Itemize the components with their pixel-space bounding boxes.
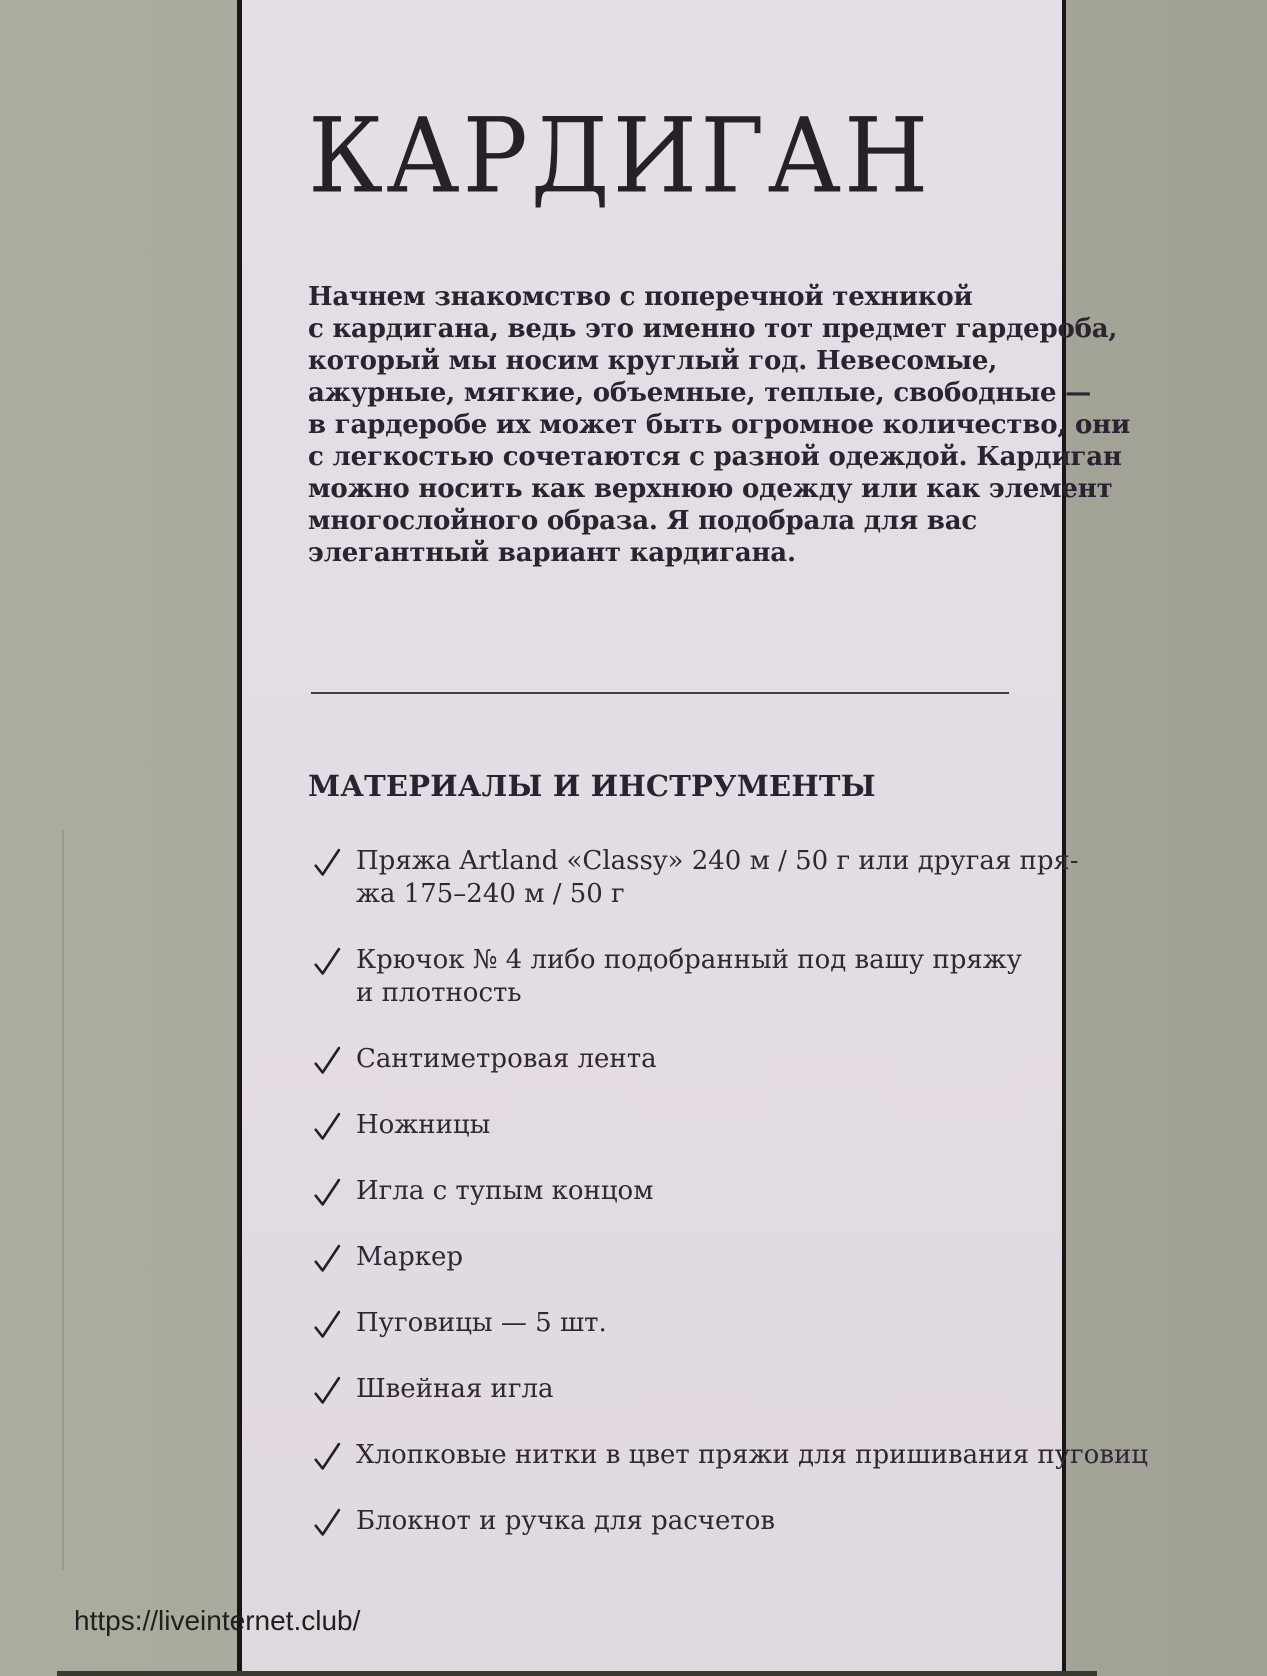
- check-icon: [312, 1043, 356, 1075]
- check-icon: [312, 1439, 356, 1471]
- checklist-item: [312, 1175, 1148, 1208]
- materials-section-heading: МАТЕРИАЛЫ И ИНСТРУМЕНТЫ: [308, 769, 876, 803]
- checklist-item-text: [356, 1043, 657, 1076]
- check-icon: [312, 1307, 356, 1339]
- checklist-item-text: [356, 1307, 607, 1340]
- checklist-item-text: [356, 1241, 463, 1274]
- checklist-item-line: Хлопковые нитки в цвет пряжи для пришивания пуговиц: [356, 1440, 1149, 1470]
- book-page: [237, 0, 1149, 1676]
- check-icon: [312, 1505, 356, 1537]
- checklist-item-text: [356, 1373, 554, 1406]
- checklist-item: [312, 1241, 1148, 1274]
- watermark-url: https://liveinternet.club/: [74, 1605, 361, 1636]
- checklist-item: [312, 1043, 1148, 1076]
- materials-list: [312, 845, 1148, 1538]
- checklist-item-line: Игла с тупым концом: [356, 1176, 654, 1206]
- intro-line: в гардеробе их может быть огромное количество, они: [308, 410, 1131, 440]
- checklist-item-line: жа 175–240 м / 50 г: [356, 879, 625, 909]
- checklist-item-line: Пуговицы — 5 шт.: [356, 1308, 607, 1338]
- checklist-item-line: Сантиметровая лента: [356, 1044, 657, 1074]
- intro-line: с легкостью сочетаются с разной одеждой. Кардиган: [308, 442, 1122, 472]
- check-icon: [312, 1175, 356, 1207]
- check-icon: [312, 1373, 356, 1405]
- checklist-item-line: и плотность: [356, 978, 522, 1008]
- checklist-item: [312, 845, 1148, 911]
- checklist-item-text: [356, 1109, 490, 1142]
- section-divider-line: [311, 692, 1009, 694]
- checklist-item-line: Швейная игла: [356, 1374, 554, 1404]
- check-icon: [312, 845, 356, 877]
- intro-line: Начнем знакомство с поперечной техникой: [308, 282, 973, 312]
- scan-crease-line: [62, 830, 64, 1570]
- checklist-item: [312, 1505, 1148, 1538]
- checklist-item: [312, 1109, 1148, 1142]
- check-icon: [312, 1241, 356, 1273]
- checklist-item: [312, 1307, 1148, 1340]
- checklist-item: [312, 1439, 1148, 1472]
- page-title: КАРДИГАН: [308, 96, 932, 216]
- checklist-item: [312, 1373, 1148, 1406]
- checklist-item: [312, 944, 1148, 1010]
- check-icon: [312, 944, 356, 976]
- checklist-item-line: Крючок № 4 либо подобранный под вашу пряжу: [356, 945, 1022, 975]
- checklist-item-text: [356, 845, 1079, 911]
- checklist-item-text: [356, 1175, 653, 1208]
- intro-line: который мы носим круглый год. Невесомые,: [308, 346, 998, 376]
- check-icon: [312, 1109, 356, 1141]
- intro-line: с кардигана, ведь это именно тот предмет гардероба,: [308, 314, 1118, 344]
- checklist-item-text: [356, 1505, 775, 1538]
- intro-line: элегантный вариант кардигана.: [308, 538, 796, 568]
- checklist-item-line: Маркер: [356, 1242, 464, 1272]
- intro-line: многослойного образа. Я подобрала для вас: [308, 506, 978, 536]
- intro-line: ажурные, мягкие, объемные, теплые, свободные —: [308, 378, 1092, 408]
- checklist-item-line: Блокнот и ручка для расчетов: [356, 1506, 776, 1536]
- page-bottom-edge: [57, 1671, 1097, 1676]
- checklist-item-line: Пряжа Artland «Classy» 240 м / 50 г или другая пря-: [356, 846, 1079, 876]
- checklist-item-text: [356, 944, 1022, 1010]
- intro-line: можно носить как верхнюю одежду или как элемент: [308, 474, 1113, 504]
- checklist-item-line: Ножницы: [356, 1110, 491, 1140]
- checklist-item-text: [356, 1439, 1148, 1472]
- intro-paragraph: [308, 281, 1130, 569]
